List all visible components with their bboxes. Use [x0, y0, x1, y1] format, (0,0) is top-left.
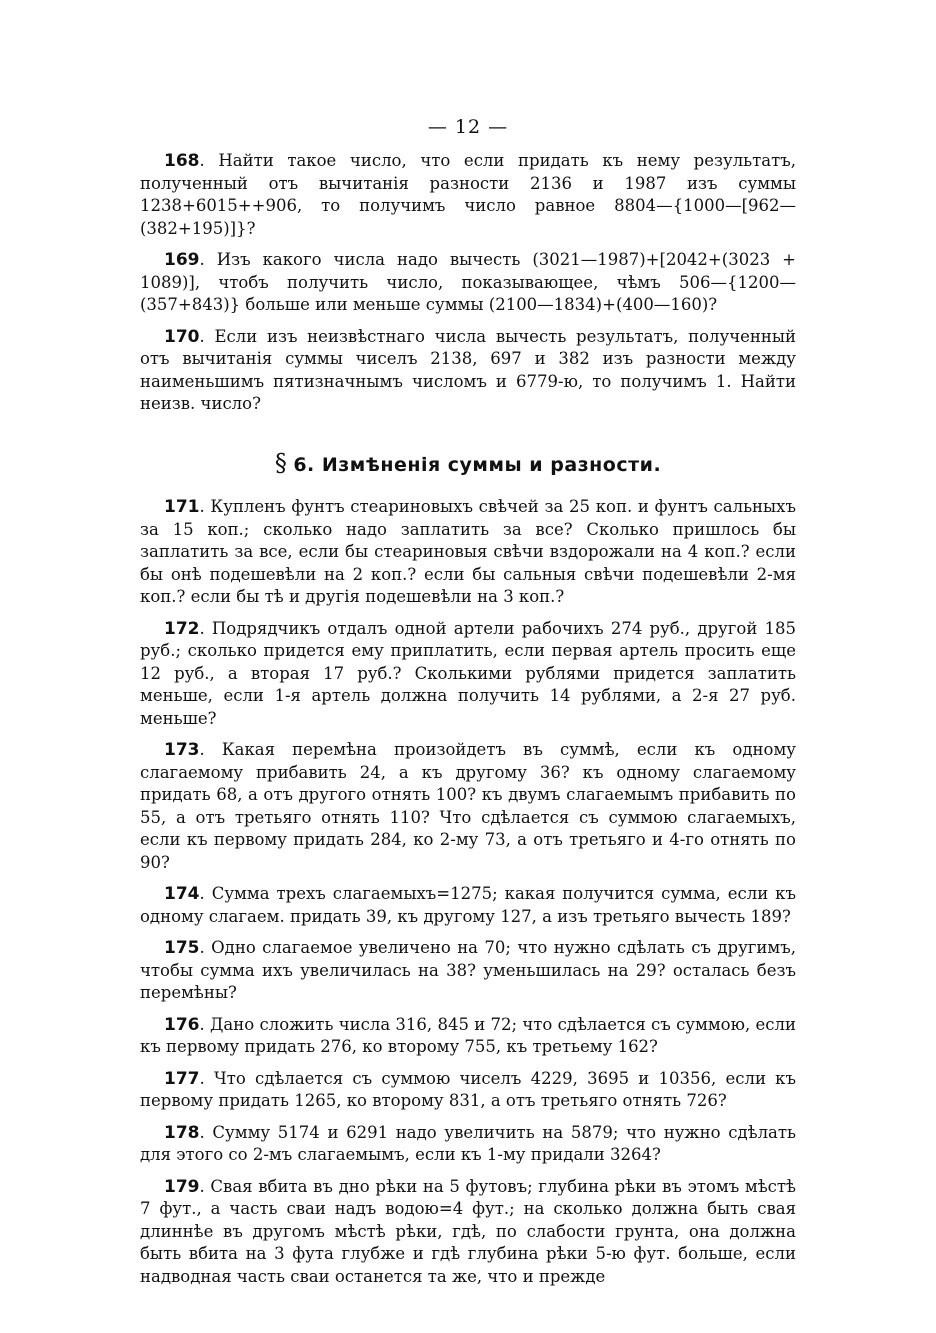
problem-number: 169 [164, 250, 200, 270]
problem-text: . Если изъ неизвѣстнаго числа вычесть результатъ, полученный отъ вычитанія суммы чиселъ 2138, 697 и 382 изъ разности между наименьшимъ пятизначнымъ числомъ и 6779-ю, то получимъ 1. Найти неизв. число? [140, 326, 796, 413]
problem-text: . Изъ какого числа надо вычесть (3021—1987)+[2042+(3023 + 1089)], чтобъ получить число, показывающее, чѣмъ 506—{1200—(357+843)} больше или меньше суммы (2100—1834)+(400—160)? [140, 250, 796, 314]
section-title: 6. Измѣненія суммы и разности. [293, 454, 662, 476]
problem-169 [140, 249, 796, 317]
section-sign: § [274, 449, 288, 477]
problem-number: 171 [164, 497, 200, 517]
problem-text: . Одно слагаемое увеличено на 70; что нужно сдѣлать съ другимъ, чтобы сумма ихъ увеличилась на 38? уменьшилась на 29? осталась безъ перемѣны? [140, 938, 796, 1002]
problem-number: 177 [164, 1068, 200, 1089]
problem-175 [140, 937, 796, 1005]
problem-176 [140, 1014, 796, 1059]
problem-number: 170 [164, 326, 200, 347]
problem-178 [140, 1122, 796, 1167]
page-number: — 12 — [427, 116, 509, 138]
problem-number: 173 [164, 740, 200, 760]
problem-text: . Подрядчикъ отдалъ одной артели рабочихъ 274 руб., другой 185 руб.; сколько придется ему приплатить, если первая артель просить еще 12 руб., а вторая 17 руб.? Сколькими рублями придется заплатить меньше, если 1-я артель должна получить 14 рублями, а 2-я 27 руб. меньше? [140, 618, 796, 728]
problem-number: 168 [164, 151, 200, 171]
problem-list-before-section [140, 150, 796, 425]
problem-text: . Что сдѣлается съ суммою чиселъ 4229, 3695 и 10356, если къ первому придать 1265, ко второму 831, а отъ третьяго отнять 726? [140, 1068, 796, 1110]
problem-177 [140, 1068, 796, 1113]
problem-text: . Дано сложить числа 316, 845 и 72; что сдѣлается съ суммою, если къ первому придать 276, ко второму 755, къ третьему 162? [140, 1014, 796, 1056]
problem-171 [140, 496, 796, 609]
section-heading [0, 449, 936, 477]
problem-179 [140, 1176, 796, 1289]
problem-text: . Купленъ фунтъ стеариновыхъ свѣчей за 25 коп. и фунтъ сальныхъ за 15 коп.; сколько надо заплатить за все? Сколько пришлось бы заплатить за все, если бы стеариновыя свѣчи вздорожали на 4 коп.? если бы онѣ подешевѣли на 2 коп.? если бы сальныя свѣчи подешевѣли 2-мя коп.? если бы тѣ и другія подешевѣли на 3 коп.? [140, 497, 796, 606]
problem-number: 179 [164, 1176, 200, 1197]
problem-168 [140, 150, 796, 240]
problem-number: 176 [164, 1014, 200, 1035]
problem-text: . Какая перемѣна произойдетъ въ суммѣ, если къ одному слагаемому прибавить 24, а къ другому 36? къ одному слагаемому придать 68, а отъ другого отнять 100? къ двумъ слагаемымъ прибавить по 55, а отъ третьяго отнять 110? Что сдѣлается съ суммою слагаемыхъ, если къ первому придать 284, ко 2-му 73, а отъ третьяго и 4-го отнять по 90? [140, 740, 796, 872]
problem-number: 172 [164, 618, 200, 639]
problem-text: . Сумму 5174 и 6291 надо увеличить на 5879; что нужно сдѣлать для этого со 2-мъ слагаемымъ, если къ 1-му придали 3264? [140, 1122, 796, 1164]
problem-number: 178 [164, 1122, 200, 1143]
problem-172 [140, 618, 796, 731]
problem-174 [140, 883, 796, 928]
problem-number: 175 [164, 938, 200, 958]
problem-173 [140, 739, 796, 874]
problem-text: . Сумма трехъ слагаемыхъ=1275; какая получится сумма, если къ одному слагаем. придать 39, къ другому 127, а изъ третьяго вычесть 189? [140, 884, 796, 926]
problem-list-after-section [140, 496, 796, 1297]
problem-text: . Найти такое число, что если придать къ нему результатъ, полученный отъ вычитанія разности 2136 и 1987 изъ суммы 1238+6015++906, то получимъ число равное 8804—{1000—[962—(382+195)]}? [140, 151, 796, 238]
problem-170 [140, 326, 796, 416]
problem-text: . Свая вбита въ дно рѣки на 5 футовъ; глубина рѣки въ этомъ мѣстѣ 7 фут., а часть сваи надъ водою=4 фут.; на сколько должна быть свая длиннѣе въ другомъ мѣстѣ рѣки, гдѣ, по слабости грунта, она должна быть вбита на 3 фута глубже и гдѣ глубина рѣки 5-ю фут. больше, если надводная часть сваи останется та же, что и прежде [140, 1176, 796, 1286]
problem-number: 174 [164, 884, 200, 904]
